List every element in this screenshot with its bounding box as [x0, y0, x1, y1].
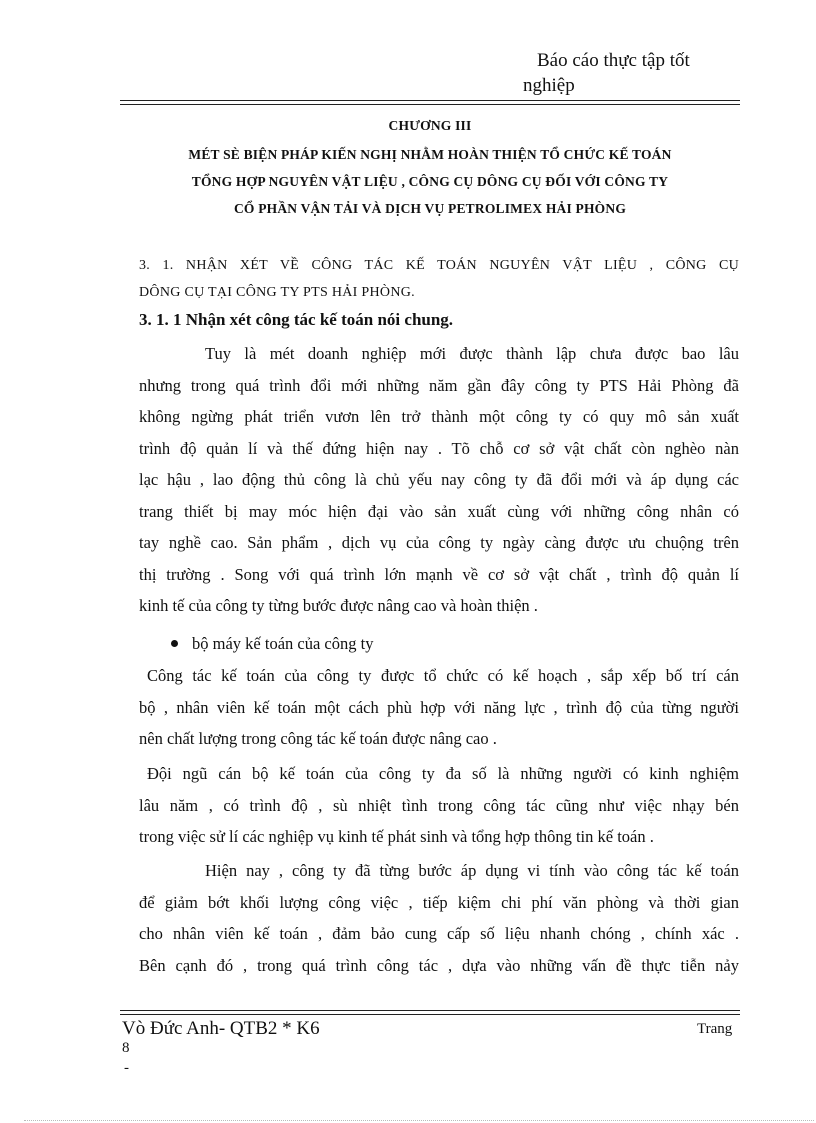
footer-dash: -	[124, 1060, 129, 1076]
paragraph-line: nên chất lượng trong công tác kế toán được nâng cao .	[139, 729, 497, 748]
paragraph-4	[139, 855, 739, 981]
chapter-title-line1: MÉT SÈ BIỆN PHÁP KIẾN NGHỊ NHẰM HOÀN THIỆN TỔ CHỨC KẾ TOÁN	[188, 147, 672, 162]
paragraph-line: Công tác kế toán của công ty được tổ chức có kế hoạch , sắp xếp bố trí cán	[147, 666, 739, 685]
header-double-rule	[120, 100, 740, 105]
paragraph-line: trình độ quản lí và thế đứng hiện nay . Tõ chỗ cơ sở vật chất còn nghèo nàn	[139, 438, 739, 458]
bullet-dot-icon	[171, 640, 178, 647]
paragraph-line: bộ , nhân viên kế toán một cách phù hợp với năng lực , trình độ của từng người	[139, 697, 739, 717]
paragraph-line: không ngừng phát triển vươn lên trở thành một công ty có quy mô sản xuất	[139, 407, 739, 426]
page-bottom-dotted-line	[24, 1120, 814, 1121]
footer-page-label: Trang	[697, 1021, 733, 1037]
paragraph-line: lạc hậu , lao động thủ công là chủ yếu nay công ty đã đổi mới và áp dụng các	[139, 470, 739, 489]
subsection-heading: 3. 1. 1 Nhận xét công tác kế toán nói chung.	[139, 310, 454, 329]
section-heading	[139, 252, 739, 306]
paragraph-line: Đội ngũ cán bộ kế toán của công ty đa số là những người có kinh nghiệm	[147, 764, 739, 783]
bullet-item	[171, 634, 373, 654]
footer-author: Vò Đức Anh- QTB2 * K6	[122, 1018, 320, 1039]
paragraph-line: Hiện nay , công ty đã từng bước áp dụng vi tính vào công tác kế toán	[205, 861, 739, 880]
chapter-label: CHƯƠNG III	[388, 118, 472, 133]
footer-double-rule	[120, 1010, 740, 1015]
section-heading-line1: 3. 1. NHẬN XÉT VỀ CÔNG TÁC KẾ TOÁN NGUYÊN VẬT LIỆU , CÔNG CỤ	[139, 258, 739, 273]
paragraph-1	[139, 338, 739, 622]
header-title-line2: nghiệp	[523, 75, 575, 96]
paragraph-line: thị trường . Song với quá trình lớn mạnh về cơ sở vật chất , trình độ quản lí	[139, 564, 739, 584]
paragraph-line: trang thiết bị may móc hiện đại vào sản xuất cùng với những công nhân có	[139, 501, 739, 521]
footer-page-number: 8	[122, 1040, 130, 1056]
bullet-text: bộ máy kế toán của công ty	[192, 634, 374, 653]
paragraph-line: kinh tế của công ty từng bước được nâng cao và hoàn thiện .	[139, 596, 538, 615]
paragraph-line: nhưng trong quá trình đổi mới những năm gần đây công ty PTS Hải Phòng đã	[139, 375, 739, 395]
report-header-title	[523, 48, 743, 98]
paragraph-line: trong việc sử lí các nghiệp vụ kinh tế phát sinh và tổng hợp thông tin kế toán .	[139, 827, 654, 846]
paragraph-line: lâu năm , có trình độ , sù nhiệt tình trong công tác cũng như việc nhạy bén	[139, 795, 739, 815]
paragraph-line: cho nhân viên kế toán , đảm bảo cung cấp số liệu nhanh chóng , chính xác .	[139, 924, 739, 943]
paragraph-line: để giảm bớt khối lượng công việc , tiếp kiệm chi phí văn phòng và thời gian	[139, 892, 739, 912]
paragraph-line: tay nghề cao. Sản phẩm , dịch vụ của công ty ngày càng được ưu chuộng trên	[139, 533, 739, 552]
chapter-title-line3: CỔ PHẦN VẬN TẢI VÀ DỊCH VỤ PETROLIMEX HẢI PHÒNG	[233, 201, 627, 216]
paragraph-2	[139, 660, 739, 755]
paragraph-3	[139, 758, 739, 853]
section-heading-line2: DÔNG CỤ TẠI CÔNG TY PTS HẢI PHÒNG.	[139, 285, 415, 300]
header-title-line1: Báo cáo thực tập tốt	[537, 50, 690, 71]
chapter-title-line2: TỔNG HỢP NGUYÊN VẬT LIỆU , CÔNG CỤ DÔNG CỤ ĐỐI VỚI CÔNG TY	[191, 174, 669, 189]
paragraph-line: Tuy là mét doanh nghiệp mới được thành lập chưa được bao lâu	[205, 344, 739, 363]
paragraph-line: Bên cạnh đó , trong quá trình công tác , dựa vào những vấn đề thực tiễn nảy	[139, 955, 739, 975]
